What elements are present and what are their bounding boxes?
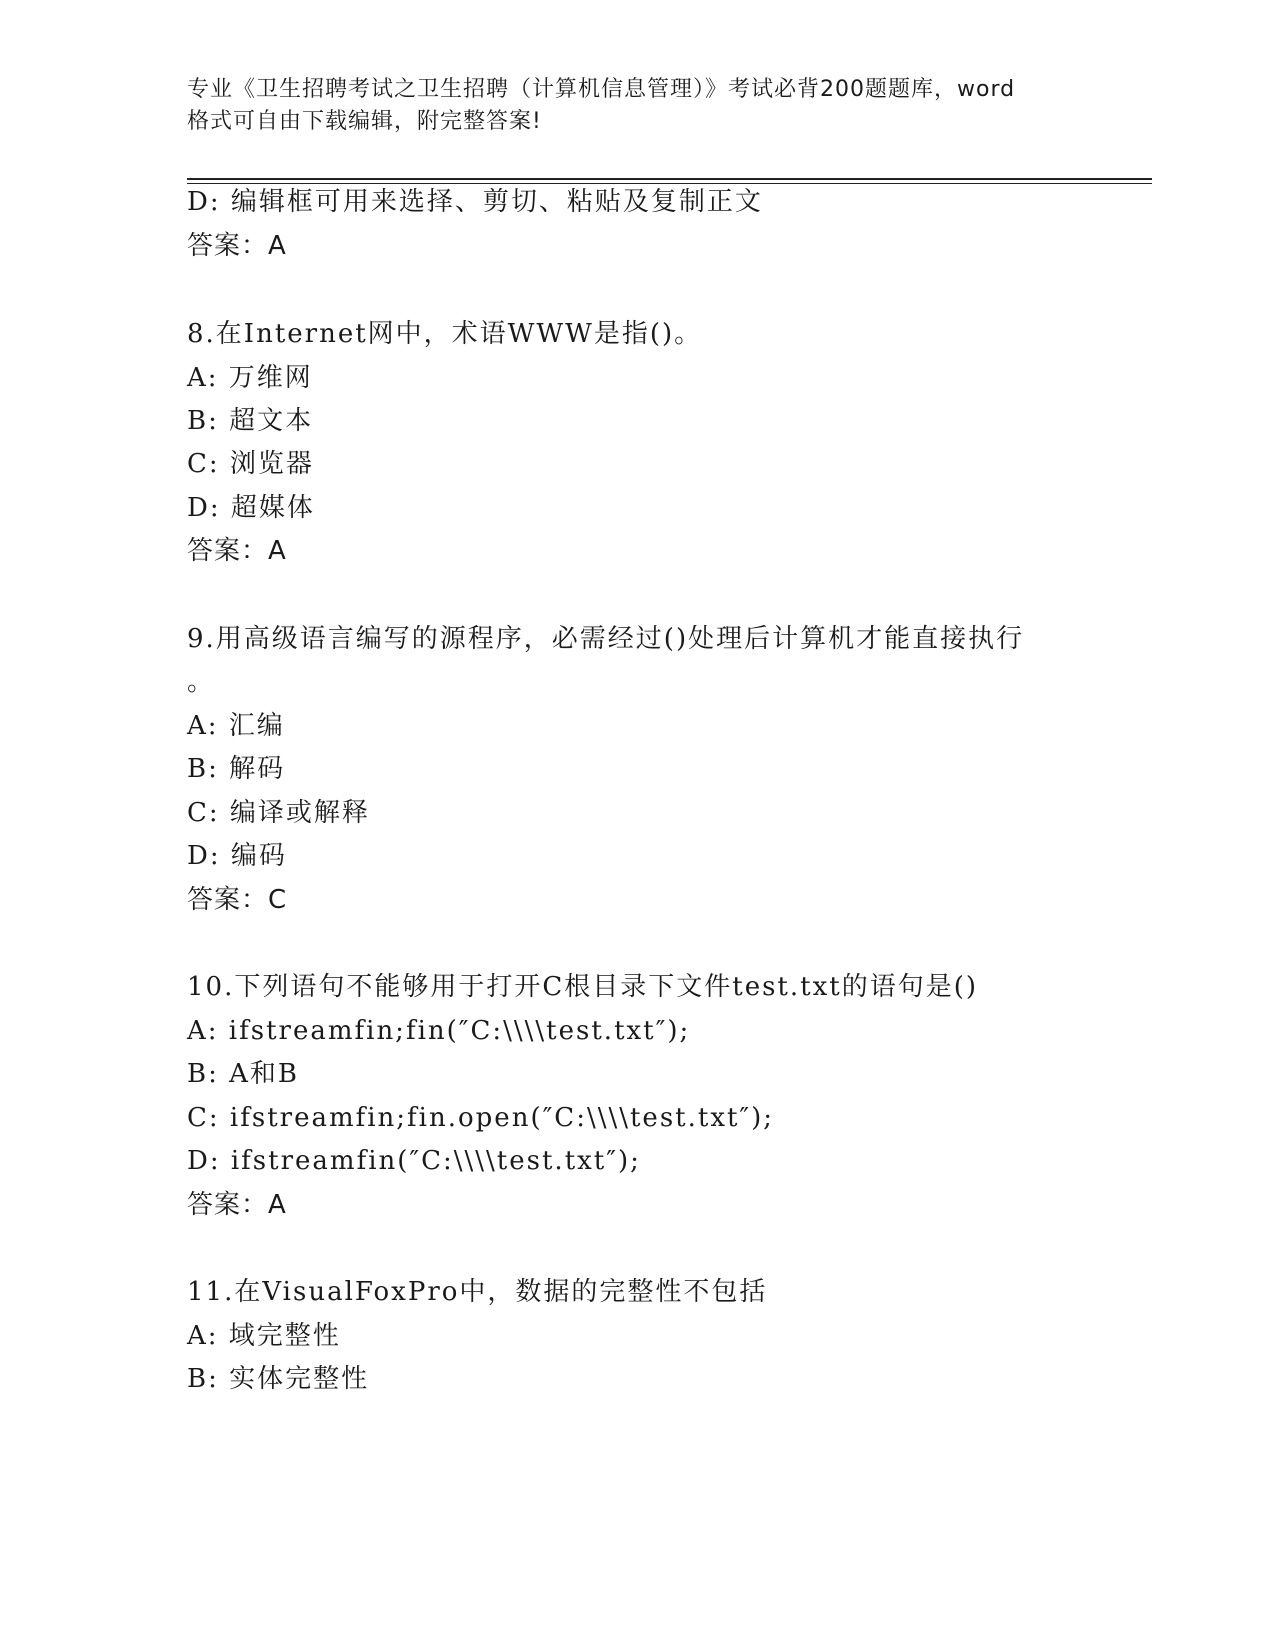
q10-option-a: A: ifstreamfin;fin(″C:\\\\test.txt″); [187, 1016, 691, 1046]
q8-option-b: B: 超文本 [187, 406, 314, 436]
q8-question: 8.在Internet网中，术语WWW是指()。 [187, 319, 703, 349]
q7-option-d: D: 编辑框可用来选择、剪切、粘贴及复制正文 [187, 187, 763, 217]
q9-option-d: D: 编码 [187, 841, 287, 871]
q9-option-a: A: 汇编 [187, 711, 285, 741]
header-divider-thick [187, 178, 1152, 180]
header-title-line-2: 格式可自由下载编辑，附完整答案! [187, 109, 542, 134]
q10-answer: 答案：A [187, 1190, 287, 1220]
q10-question: 10.下列语句不能够用于打开C根目录下文件test.txt的语句是() [187, 972, 978, 1002]
header-divider-thin [187, 183, 1152, 184]
q11-option-b: B: 实体完整性 [187, 1364, 370, 1394]
q8-option-d: D: 超媒体 [187, 493, 315, 523]
q8-answer: 答案：A [187, 536, 287, 566]
q9-answer: 答案：C [187, 885, 288, 915]
q10-option-b: B: A和B [187, 1059, 300, 1089]
q8-option-c: C: 浏览器 [187, 449, 314, 479]
q10-option-d: D: ifstreamfin(″C:\\\\test.txt″); [187, 1146, 641, 1176]
q11-question: 11.在VisualFoxPro中，数据的完整性不包括 [187, 1277, 768, 1307]
q7-answer: 答案：A [187, 231, 287, 261]
q9-question-line-1: 9.用高级语言编写的源程序，必需经过()处理后计算机才能直接执行 [187, 624, 1025, 654]
q9-question-line-2: 。 [187, 667, 216, 697]
q10-option-c: C: ifstreamfin;fin.open(″C:\\\\test.txt″); [187, 1103, 775, 1133]
document-header [187, 74, 1087, 138]
q8-option-a: A: 万维网 [187, 363, 313, 393]
q11-option-a: A: 域完整性 [187, 1321, 341, 1351]
q9-option-b: B: 解码 [187, 754, 286, 784]
q9-option-c: C: 编译或解释 [187, 798, 370, 828]
header-title-line-1: 专业《卫生招聘考试之卫生招聘（计算机信息管理）》考试必背200题题库，word [187, 77, 1016, 102]
